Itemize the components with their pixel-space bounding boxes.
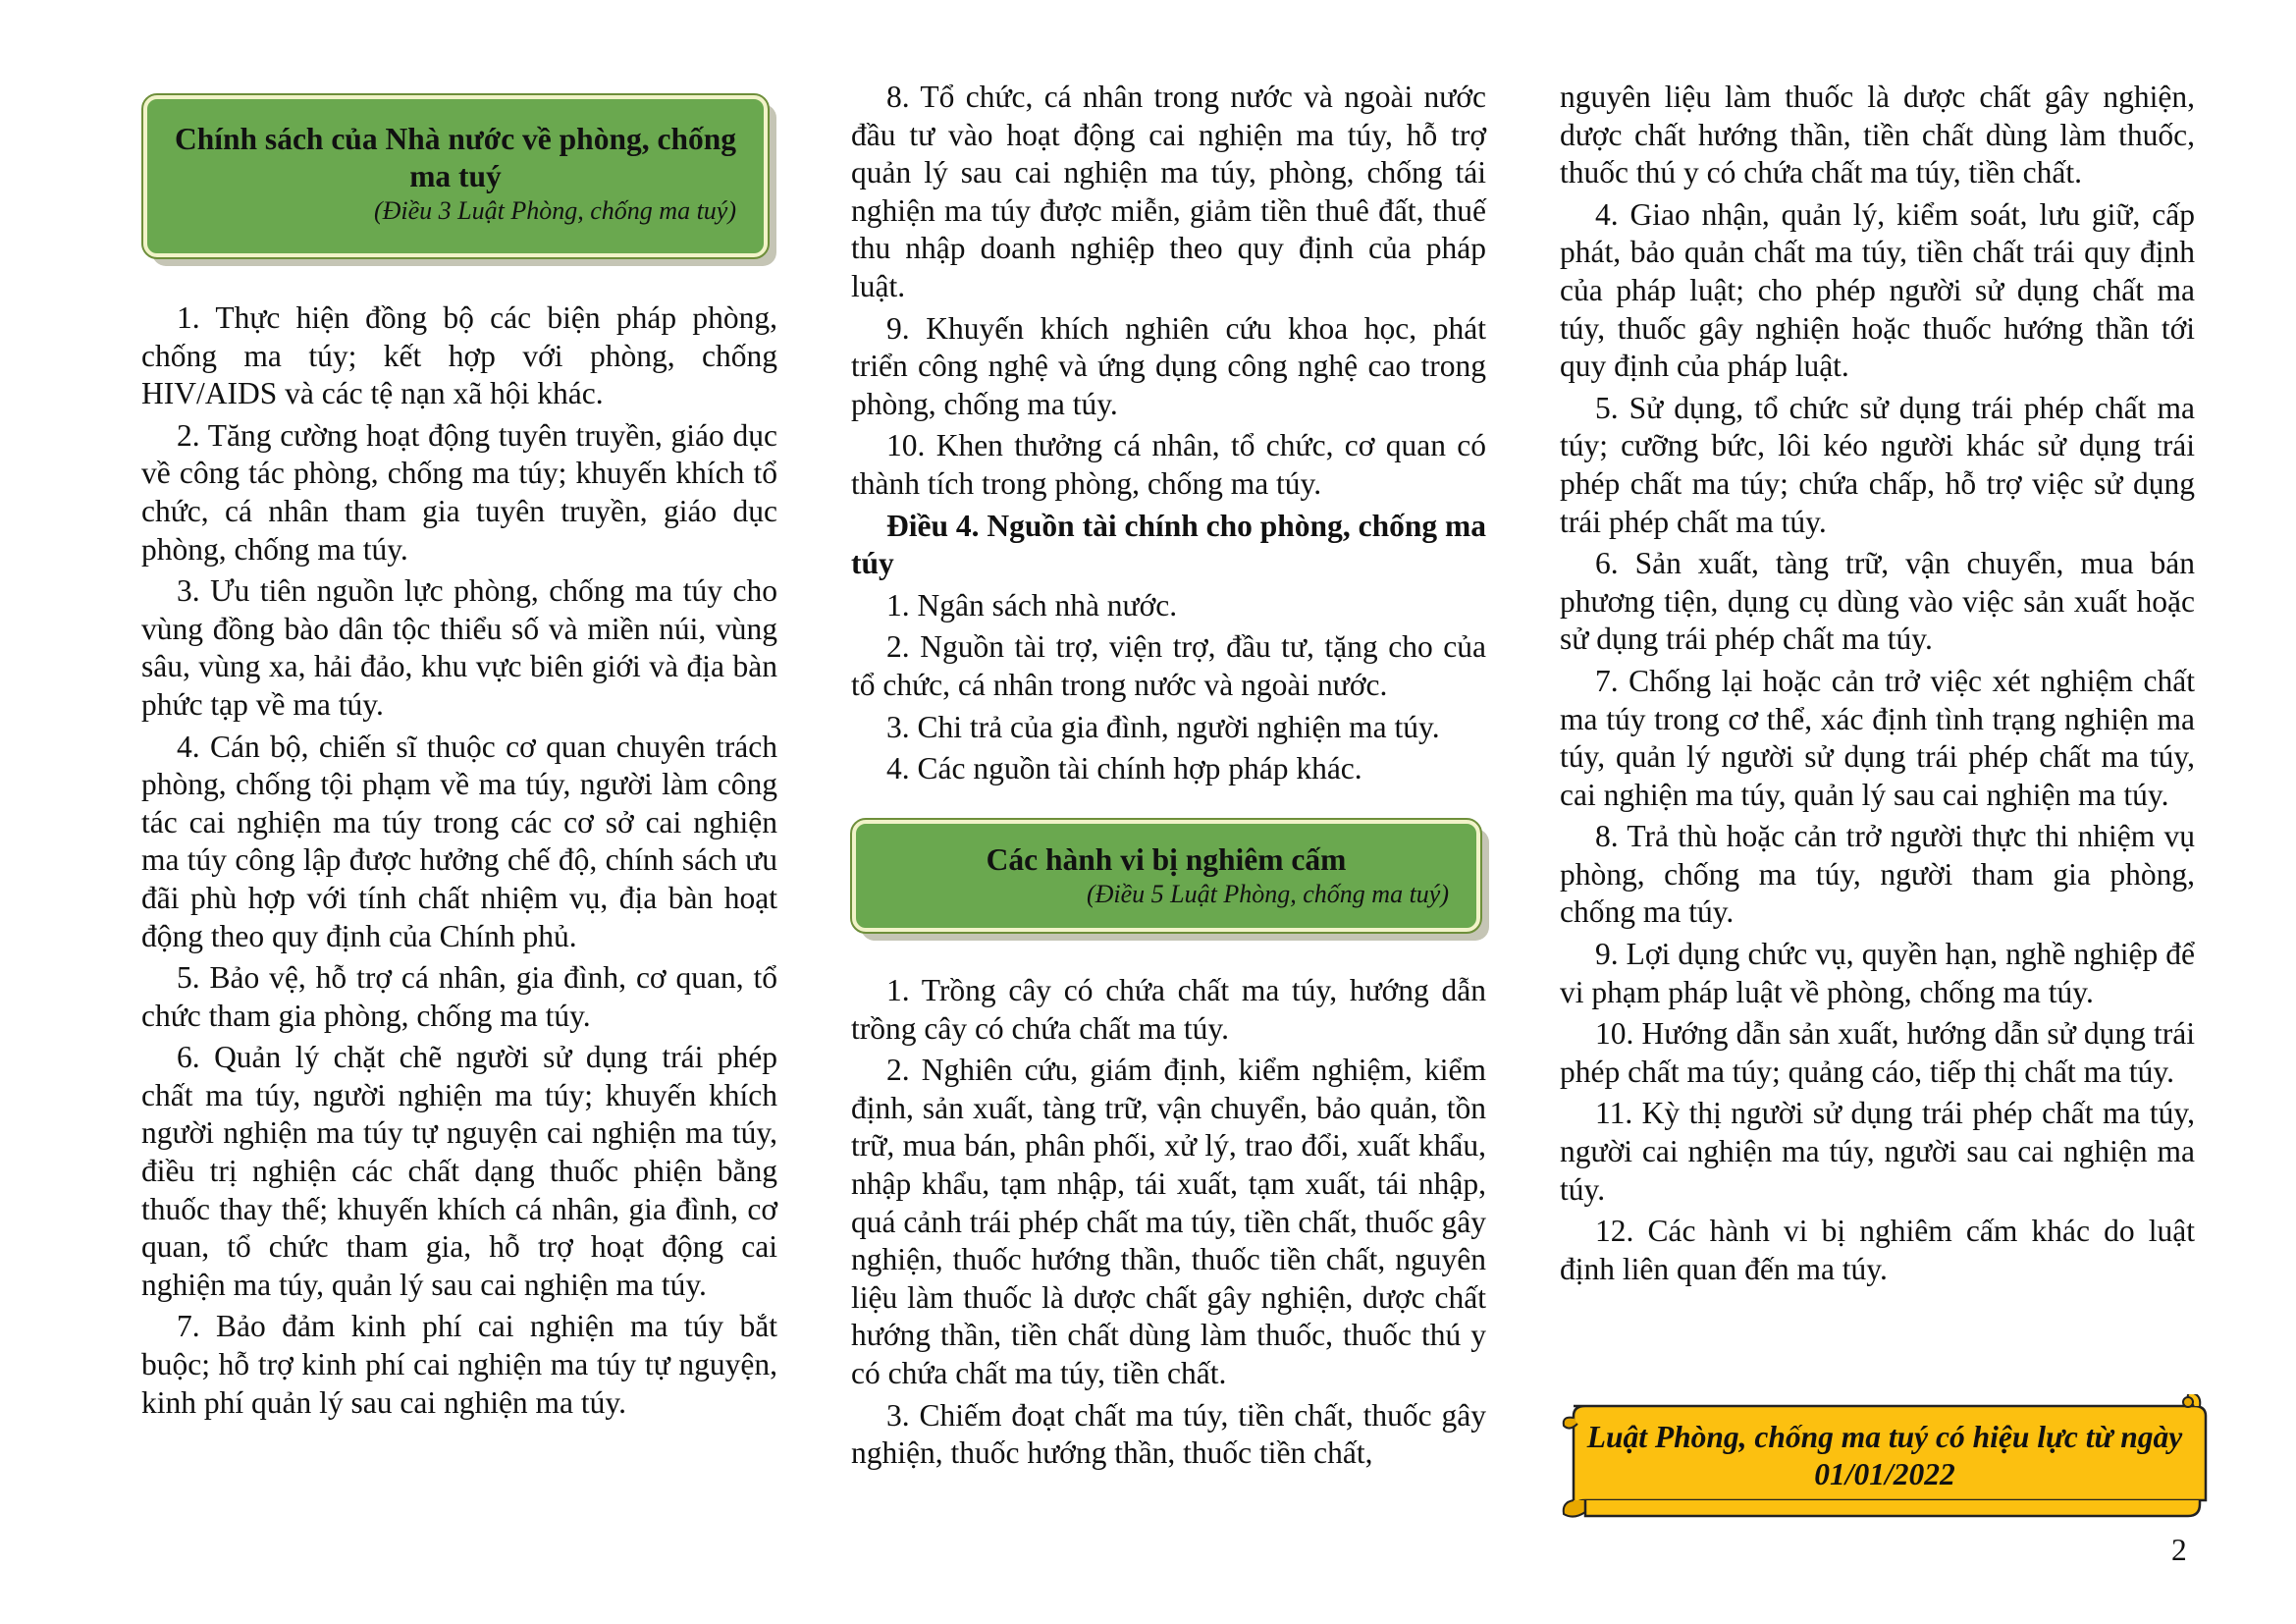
paragraph: 11. Kỳ thị người sử dụng trái phép chất ma túy, người cai nghiện ma túy, người sau cai nghiện ma túy. <box>1560 1096 2195 1207</box>
paragraph: 1. Thực hiện đồng bộ các biện pháp phòng, chống ma túy; kết hợp với phòng, chống HIV/AIDS và các tệ nạn xã hội khác. <box>141 300 777 411</box>
section-header-prohibited <box>852 820 1480 932</box>
paragraph: 2. Nghiên cứu, giám định, kiểm nghiệm, kiểm định, sản xuất, tàng trữ, vận chuyển, bảo quản, tồn trữ, mua bán, phân phối, xử lý, trao đổi, xuất khẩu, nhập khẩu, tạm nhập, tái xuất, tạm xuất, tái nhập, quá cảnh trái phép chất ma túy, tiền chất, thuốc gây nghiện, thuốc hướng thần, thuốc tiền chất, nguyên liệu làm thuốc là dược chất gây nghiện, dược chất hướng thần, tiền chất dùng làm thuốc, thuốc thú y có chứa chất ma túy, tiền chất. <box>851 1053 1486 1390</box>
paragraph: 6. Quản lý chặt chẽ người sử dụng trái phép chất ma túy, người nghiện ma túy; khuyến khích người nghiện ma túy tự nguyện cai nghiện ma túy, điều trị nghiện các chất dạng thuốc phiện bằng thuốc thay thế; khuyến khích cá nhân, gia đình, cơ quan, tổ chức tham gia, hỗ trợ hoạt động cai nghiện ma túy, quản lý sau cai nghiện ma túy. <box>141 1040 777 1302</box>
paragraph: 3. Ưu tiên nguồn lực phòng, chống ma túy cho vùng đồng bào dân tộc thiểu số và miền núi, vùng sâu, vùng xa, hải đảo, khu vực biên giới và địa bàn phức tạp về ma túy. <box>141 573 777 722</box>
list-item: 3. Chi trả của gia đình, người nghiện ma túy. <box>886 709 1440 744</box>
paragraph: 7. Bảo đảm kinh phí cai nghiện ma túy bắt buộc; hỗ trợ kinh phí cai nghiện ma túy tự nguyện, kinh phí quản lý sau cai nghiện ma túy. <box>141 1309 777 1420</box>
paragraph: 10. Khen thưởng cá nhân, tổ chức, cơ quan có thành tích trong phòng, chống ma túy. <box>851 428 1486 501</box>
section-subtitle: (Điều 3 Luật Phòng, chống ma tuý) <box>373 196 736 225</box>
paragraph: 4. Cán bộ, chiến sĩ thuộc cơ quan chuyên trách phòng, chống tội phạm về ma túy, người làm công tác cai nghiện ma túy trong các cơ sở cai nghiện ma túy công lập được hưởng chế độ, chính sách ưu đãi phù hợp với tính chất nhiệm vụ, địa bàn hoạt động theo quy định của Chính phủ. <box>141 729 777 953</box>
column-2-bottom <box>851 972 1486 1477</box>
section-title: Các hành vi bị nghiêm cấm <box>986 842 1347 877</box>
paragraph: 8. Tổ chức, cá nhân trong nước và ngoài nước đầu tư vào hoạt động cai nghiện ma túy, hỗ trợ quản lý sau cai nghiện ma túy, phòng, chống tái nghiện ma túy được miễn, giảm tiền thuê đất, thuế thu nhập doanh nghiệp theo quy định của pháp luật. <box>851 80 1486 303</box>
paragraph: 2. Tăng cường hoạt động tuyên truyền, giáo dục về công tác phòng, chống ma túy; khuyến khích tổ chức, cá nhân tham gia tuyên truyền, giáo dục phòng, chống ma túy. <box>141 417 777 567</box>
paragraph: 6. Sản xuất, tàng trữ, vận chuyển, mua bán phương tiện, dụng cụ dùng vào việc sản xuất hoặc sử dụng trái phép chất ma túy. <box>1560 546 2195 657</box>
section-header-policy <box>143 95 768 257</box>
paragraph: 7. Chống lại hoặc cản trở việc xét nghiệm chất ma túy trong cơ thể, xác định tình trạng nghiện ma túy, quản lý người sử dụng trái phép chất ma túy, cai nghiện ma túy, quản lý sau cai nghiện ma túy. <box>1560 663 2195 812</box>
effective-date-text: Luật Phòng, chống ma tuý có hiệu lực từ ngày 01/01/2022 <box>1586 1420 2183 1491</box>
paragraph: 5. Bảo vệ, hỗ trợ cá nhân, gia đình, cơ quan, tổ chức tham gia phòng, chống ma túy. <box>141 960 777 1033</box>
column-3 <box>1560 79 2195 1292</box>
paragraph: 8. Trả thù hoặc cản trở người thực thi nhiệm vụ phòng, chống ma túy, người tham gia phòng, chống ma túy. <box>1560 819 2195 930</box>
paragraph: 10. Hướng dẫn sản xuất, hướng dẫn sử dụng trái phép chất ma túy; quảng cáo, tiếp thị chất ma túy. <box>1560 1016 2195 1089</box>
section-subtitle: (Điều 5 Luật Phòng, chống ma tuý) <box>1086 880 1449 908</box>
column-2-top <box>851 79 1486 792</box>
paragraph: 5. Sử dụng, tổ chức sử dụng trái phép chất ma túy; cưỡng bức, lôi kéo người khác sử dụng trái phép chất ma túy; chứa chấp, hỗ trợ việc sử dụng trái phép chất ma túy. <box>1560 390 2195 539</box>
column-1 <box>141 299 777 1426</box>
paragraph: 1. Trồng cây có chứa chất ma túy, hướng dẫn trồng cây có chứa chất ma túy. <box>851 973 1486 1046</box>
paragraph: 9. Lợi dụng chức vụ, quyền hạn, nghề nghiệp để vi phạm pháp luật về phòng, chống ma túy. <box>1560 937 2195 1009</box>
article-4-heading: Điều 4. Nguồn tài chính cho phòng, chống ma túy <box>851 508 1486 581</box>
paragraph: 4. Giao nhận, quản lý, kiểm soát, lưu giữ, cấp phát, bảo quản chất ma túy, tiền chất trái quy định của pháp luật; cho phép người sử dụng chất ma túy, thuốc gây nghiện hoặc thuốc hướng thần tới quy định của pháp luật. <box>1560 196 2195 384</box>
paragraph: 3. Chiếm đoạt chất ma túy, tiền chất, thuốc gây nghiện, thuốc hướng thần, thuốc tiền chất, <box>851 1397 1486 1471</box>
effective-date-scroll <box>1556 1394 2212 1522</box>
paragraph: 12. Các hành vi bị nghiêm cấm khác do luật định liên quan đến ma túy. <box>1560 1214 2195 1286</box>
paragraph-continuation: nguyên liệu làm thuốc là dược chất gây nghiện, dược chất hướng thần, tiền chất dùng làm thuốc, thuốc thú y có chứa chất ma túy, tiền chất. <box>1560 80 2195 190</box>
list-item: 2. Nguồn tài trợ, viện trợ, đầu tư, tặng cho của tổ chức, cá nhân trong nước và ngoài nước. <box>851 629 1486 702</box>
list-item: 4. Các nguồn tài chính hợp pháp khác. <box>886 751 1362 786</box>
page-number: 2 <box>2171 1533 2187 1567</box>
section-title: Chính sách của Nhà nước về phòng, chống ma tuý <box>175 122 736 193</box>
paragraph: 9. Khuyến khích nghiên cứu khoa học, phát triển công nghệ và ứng dụng công nghệ cao trong phòng, chống ma túy. <box>851 310 1486 421</box>
list-item: 1. Ngân sách nhà nước. <box>886 587 1178 623</box>
